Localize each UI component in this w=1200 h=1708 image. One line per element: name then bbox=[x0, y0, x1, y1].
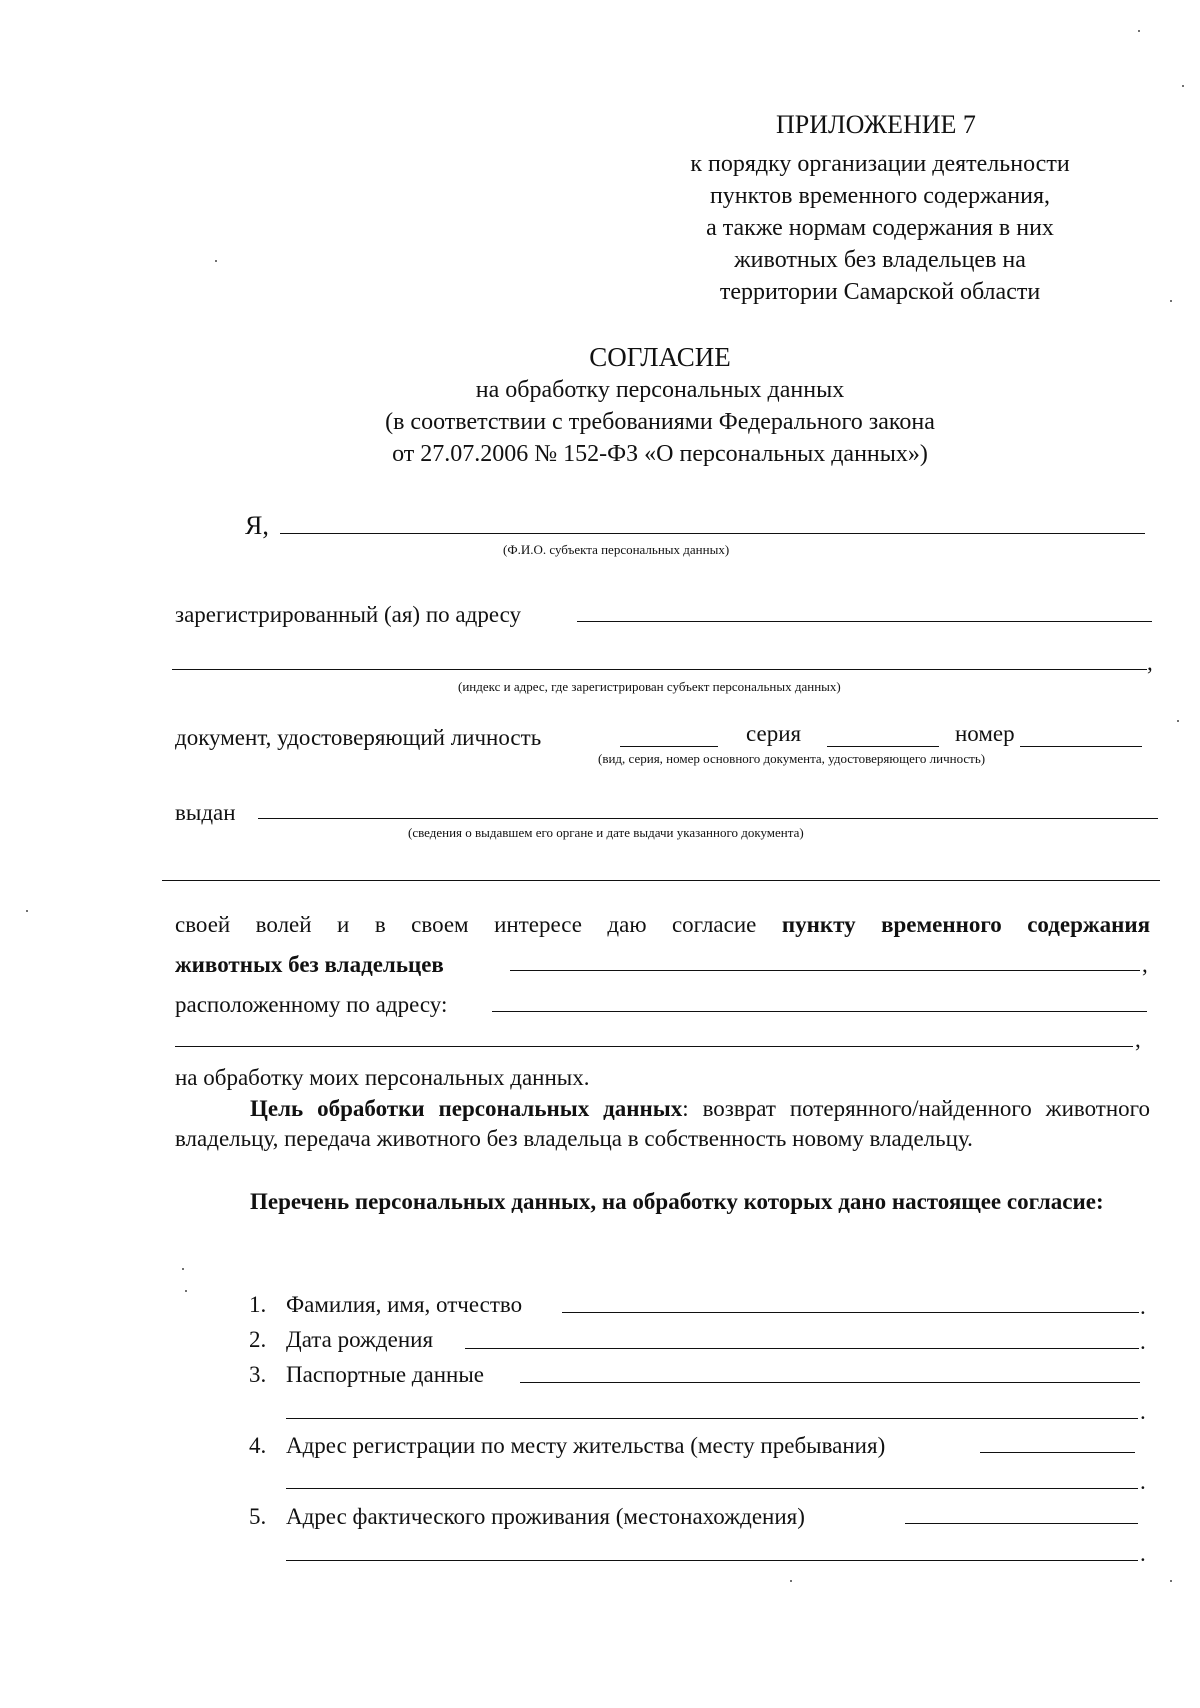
consent-line-1 bbox=[175, 910, 1150, 940]
list-item-label: Адрес фактического проживания (местонахождения) bbox=[286, 1504, 805, 1529]
fio-hint: (Ф.И.О. субъекта персональных данных) bbox=[503, 542, 730, 557]
list-item-period: . bbox=[1140, 1399, 1146, 1424]
recipient-address-comma: , bbox=[1135, 1027, 1141, 1052]
document-type-field[interactable] bbox=[620, 746, 718, 747]
address-comma: , bbox=[1147, 650, 1153, 675]
list-item-period: . bbox=[1140, 1541, 1146, 1566]
full-name-field[interactable] bbox=[562, 1312, 1139, 1313]
address-hint: (индекс и адрес, где зарегистрирован субъект персональных данных) bbox=[458, 679, 841, 694]
list-item-number: 5. bbox=[249, 1504, 267, 1529]
list-item-label: Дата рождения bbox=[286, 1327, 434, 1352]
appendix-title: ПРИЛОЖЕНИЕ 7 bbox=[776, 110, 976, 139]
list-item-number: 2. bbox=[249, 1327, 267, 1352]
number-label: номер bbox=[955, 721, 1015, 746]
scan-speck bbox=[1170, 300, 1172, 302]
recipient-address-field-1[interactable] bbox=[492, 1011, 1147, 1012]
recipient-address-label: расположенному по адресу: bbox=[175, 992, 448, 1017]
header-line-3: а также нормам содержания в них bbox=[706, 215, 1054, 241]
address-label: зарегистрированный (ая) по адресу bbox=[175, 602, 521, 627]
list-item-number: 3. bbox=[249, 1362, 267, 1387]
law-reference-line-2: от 27.07.2006 № 152-ФЗ «О персональных данных») bbox=[392, 441, 928, 467]
header-line-1: к порядку организации деятельности bbox=[690, 151, 1070, 177]
document-title: СОГЛАСИЕ bbox=[589, 342, 731, 372]
address-field-2[interactable] bbox=[172, 669, 1147, 670]
id-document-label: документ, удостоверяющий личность bbox=[175, 725, 542, 750]
issued-hint: (сведения о выдавшем его органе и дате выдачи указанного документа) bbox=[408, 825, 804, 840]
fio-field[interactable] bbox=[280, 533, 1145, 534]
scan-speck bbox=[1182, 85, 1184, 87]
list-item-period: . bbox=[1140, 1329, 1146, 1354]
purpose-label: Цель обработки персональных данных bbox=[250, 1096, 683, 1121]
id-document-hint: (вид, серия, номер основного документа, удостоверяющего личность) bbox=[598, 751, 986, 766]
scan-speck bbox=[185, 1290, 187, 1292]
issued-field-2[interactable] bbox=[162, 880, 1160, 881]
header-line-5: территории Самарской области bbox=[719, 279, 1041, 305]
series-label: серия bbox=[746, 721, 802, 746]
consent-recipient: пункту временного содержания bbox=[781, 912, 1151, 937]
law-reference-line-1: (в соответствии с требованиями Федерального закона bbox=[385, 409, 935, 435]
list-heading: Перечень персональных данных, на обработку которых дано настоящее согласие: bbox=[250, 1189, 1104, 1214]
list-item-number: 4. bbox=[249, 1433, 267, 1458]
header-line-2: пунктов временного содержания, bbox=[709, 183, 1051, 209]
series-field[interactable] bbox=[827, 746, 939, 747]
purpose-paragraph bbox=[175, 1094, 1150, 1154]
passport-field-2[interactable] bbox=[286, 1418, 1138, 1419]
birth-date-field[interactable] bbox=[465, 1348, 1139, 1349]
list-item-label: Паспортные данные bbox=[286, 1362, 484, 1387]
recipient-name-field[interactable] bbox=[510, 970, 1140, 971]
registration-address-field-1[interactable] bbox=[980, 1452, 1135, 1453]
scan-speck bbox=[790, 1580, 792, 1582]
issued-label: выдан bbox=[175, 800, 236, 825]
issued-field-1[interactable] bbox=[258, 818, 1158, 819]
registration-address-field-2[interactable] bbox=[286, 1488, 1138, 1489]
scan-speck bbox=[1170, 1580, 1172, 1582]
actual-address-field-2[interactable] bbox=[286, 1560, 1138, 1561]
address-field-1[interactable] bbox=[577, 621, 1152, 622]
number-field[interactable] bbox=[1020, 746, 1142, 747]
list-item-period: . bbox=[1140, 1294, 1146, 1319]
recipient-address-field-2[interactable] bbox=[175, 1046, 1133, 1047]
consent-recipient-continued: животных без владельцев bbox=[175, 952, 444, 977]
purpose-text: : возврат потерянного/найденного животного владельцу, передача животного без владельца в собственность новому владельцу. bbox=[175, 1096, 1150, 1151]
list-item-label: Адрес регистрации по месту жительства (месту пребывания) bbox=[286, 1433, 886, 1458]
recipient-comma: , bbox=[1142, 952, 1148, 977]
ya-label: Я, bbox=[245, 511, 269, 540]
list-item-period: . bbox=[1140, 1469, 1146, 1494]
consent-object-text: на обработку моих персональных данных. bbox=[175, 1065, 590, 1090]
scan-speck bbox=[1177, 720, 1179, 722]
consent-text: своей волей и в своем интересе даю согласие bbox=[175, 912, 757, 937]
scan-speck bbox=[26, 910, 28, 912]
list-item-label: Фамилия, имя, отчество bbox=[286, 1292, 523, 1317]
list-item-number: 1. bbox=[249, 1292, 267, 1317]
header-line-4: животных без владельцев на bbox=[734, 247, 1026, 273]
scan-speck bbox=[182, 1268, 184, 1270]
actual-address-field-1[interactable] bbox=[905, 1523, 1138, 1524]
passport-field-1[interactable] bbox=[520, 1382, 1140, 1383]
scan-speck bbox=[215, 260, 217, 262]
scan-speck bbox=[1138, 30, 1140, 32]
document-subtitle: на обработку персональных данных bbox=[475, 377, 845, 403]
